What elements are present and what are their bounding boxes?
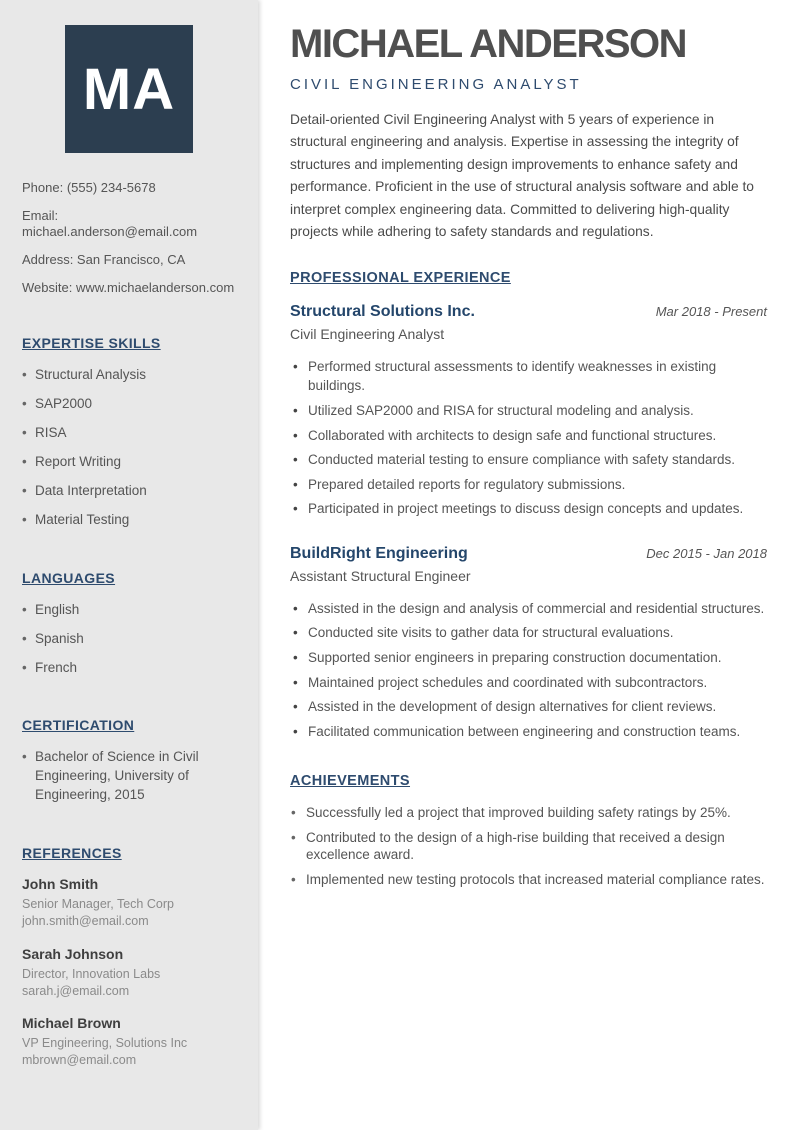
certification-list bbox=[22, 748, 236, 805]
reference-name: Michael Brown bbox=[22, 1015, 121, 1032]
job-header bbox=[290, 303, 767, 321]
job-bullet: • Supported senior engineers in preparing construction documentation. bbox=[290, 648, 767, 668]
skill-item: • SAP2000 bbox=[22, 395, 236, 414]
language-item: • Spanish bbox=[22, 630, 236, 649]
job-bullet: • Facilitated communication between engineering and construction teams. bbox=[290, 722, 767, 742]
contact-item: Address: San Francisco, CA bbox=[22, 251, 186, 267]
contact-item: Phone: (555) 234-5678 bbox=[22, 180, 156, 195]
job-bullet: • Conducted material testing to ensure compliance with safety standards. bbox=[290, 450, 767, 470]
job-bullet: • Participated in project meetings to discuss design concepts and updates. bbox=[290, 499, 767, 519]
reference-person bbox=[22, 876, 236, 931]
job-entry bbox=[290, 303, 767, 519]
achievement-bullet: • Contributed to the design of a high-rise building that received a design excellence award. bbox=[290, 829, 767, 864]
job-bullet: • Assisted in the development of design alternatives for client reviews. bbox=[290, 697, 767, 717]
job-bullet: • Collaborated with architects to design safe and functional structures. bbox=[290, 426, 767, 446]
job-bullet-list bbox=[290, 599, 767, 741]
reference-title: Senior Manager, Tech Corp bbox=[22, 897, 174, 912]
job-bullet: • Maintained project schedules and coordinated with subcontractors. bbox=[290, 673, 767, 693]
reference-email: mbrown@email.com bbox=[22, 1053, 137, 1068]
job-header bbox=[290, 545, 767, 563]
reference-person bbox=[22, 946, 236, 1001]
languages-heading: LANGUAGES bbox=[22, 569, 116, 586]
job-bullet-list bbox=[290, 357, 767, 519]
reference-title: VP Engineering, Solutions Inc bbox=[22, 1036, 188, 1051]
job-bullet: • Assisted in the design and analysis of commercial and residential structures. bbox=[290, 599, 767, 619]
job-dates: Dec 2015 - Jan 2018 bbox=[646, 545, 767, 561]
language-item: • English bbox=[22, 601, 236, 620]
achievement-bullet: • Implemented new testing protocols that increased material compliance rates. bbox=[290, 871, 767, 889]
expertise-skills-heading: EXPERTISE SKILLS bbox=[22, 335, 161, 352]
job-role: Assistant Structural Engineer bbox=[290, 567, 471, 584]
job-bullet: • Performed structural assessments to identify weaknesses in existing buildings. bbox=[290, 357, 767, 396]
job-bullet: • Utilized SAP2000 and RISA for structural modeling and analysis. bbox=[290, 401, 767, 421]
reference-title: Director, Innovation Labs bbox=[22, 966, 161, 981]
reference-email: john.smith@email.com bbox=[22, 914, 149, 929]
monogram-initials: MA bbox=[82, 56, 176, 122]
job-role: Civil Engineering Analyst bbox=[290, 325, 445, 342]
certification-item: • Bachelor of Science in Civil Engineering, University of Engineering, 2015 bbox=[22, 748, 236, 805]
languages-list bbox=[22, 601, 236, 678]
certification-heading: CERTIFICATION bbox=[22, 717, 135, 734]
main-content bbox=[258, 0, 800, 1130]
sidebar bbox=[0, 0, 258, 1130]
references-list bbox=[22, 876, 236, 1070]
job-bullet: • Prepared detailed reports for regulatory submissions. bbox=[290, 475, 767, 495]
monogram-avatar bbox=[65, 25, 193, 153]
company-name: Structural Solutions Inc. bbox=[290, 302, 475, 320]
achievement-bullet: • Successfully led a project that improved building safety ratings by 25%. bbox=[290, 804, 767, 822]
achievements-list bbox=[290, 804, 767, 888]
reference-name: John Smith bbox=[22, 876, 99, 893]
candidate-title: CIVIL ENGINEERING ANALYST bbox=[290, 76, 582, 93]
contact-item: Email: michael.anderson@email.com bbox=[22, 208, 198, 239]
company-name: BuildRight Engineering bbox=[290, 544, 468, 562]
references-heading: REFERENCES bbox=[22, 845, 122, 862]
expertise-skills-list bbox=[22, 366, 236, 529]
skill-item: • Structural Analysis bbox=[22, 366, 236, 385]
achievements-heading: ACHIEVEMENTS bbox=[290, 773, 411, 790]
skill-item: • Data Interpretation bbox=[22, 482, 236, 501]
contact-item: Website: www.michaelanderson.com bbox=[22, 279, 235, 295]
contact-list bbox=[22, 180, 236, 295]
reference-email: sarah.j@email.com bbox=[22, 983, 130, 998]
reference-name: Sarah Johnson bbox=[22, 945, 124, 962]
reference-person bbox=[22, 1015, 236, 1070]
skill-item: • Material Testing bbox=[22, 511, 236, 530]
summary-paragraph: Detail-oriented Civil Engineering Analyst with 5 years of experience in structural engineering and analysis. Expertise in assessing the integrity of structures and implementing design improvements to enhance safety and performance. Proficient in the use of structural analysis software and able to interpret complex engineering data. Committed to delivering high-quality projects while adhering to safety standards and regulations. bbox=[290, 112, 754, 240]
professional-experience-heading: PROFESSIONAL EXPERIENCE bbox=[290, 269, 511, 286]
job-bullet: • Conducted site visits to gather data for structural evaluations. bbox=[290, 623, 767, 643]
skill-item: • Report Writing bbox=[22, 453, 236, 472]
skill-item: • RISA bbox=[22, 424, 236, 443]
job-entry bbox=[290, 545, 767, 741]
job-dates: Mar 2018 - Present bbox=[655, 303, 767, 319]
candidate-name: MICHAEL ANDERSON bbox=[290, 22, 687, 66]
language-item: • French bbox=[22, 659, 236, 678]
